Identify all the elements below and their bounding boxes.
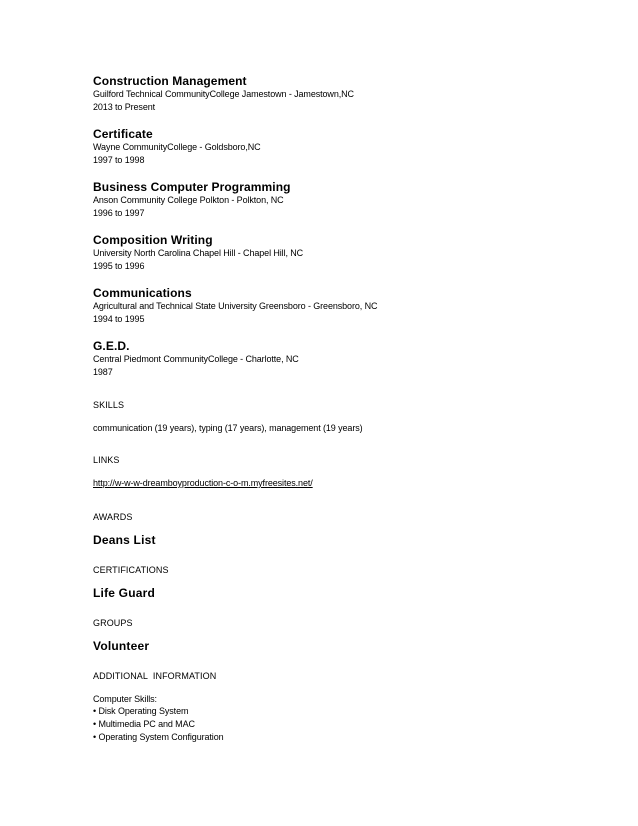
school-name: Wayne CommunityCollege - Goldsboro,NC <box>93 142 261 152</box>
school-name: University North Carolina Chapel Hill - Chapel Hill, NC <box>93 248 304 258</box>
section-heading: CERTIFICATIONS <box>93 565 169 575</box>
groups-section <box>93 617 553 653</box>
education-entry <box>93 74 553 114</box>
list-item: • Disk Operating System <box>93 706 189 716</box>
education-entry <box>93 127 553 167</box>
additional-information-section <box>93 670 553 744</box>
resume-page <box>93 74 553 744</box>
links-section <box>93 454 553 489</box>
skills-section <box>93 399 553 434</box>
degree-title: Communications <box>93 286 192 300</box>
school-name: Central Piedmont CommunityCollege - Charlotte, NC <box>93 354 299 364</box>
certification-item: Life Guard <box>93 586 156 600</box>
degree-title: Certificate <box>93 127 153 141</box>
award-item: Deans List <box>93 533 156 547</box>
date-range: 1996 to 1997 <box>93 208 145 218</box>
section-heading: AWARDS <box>93 512 133 522</box>
education-entry <box>93 233 553 273</box>
personal-website-link[interactable]: http://w-w-w-dreamboyproduction-c-o-m.myfreesites.net/ <box>93 478 313 488</box>
degree-title: Construction Management <box>93 74 247 88</box>
section-heading: ADDITIONAL INFORMATION <box>93 671 217 681</box>
section-heading: SKILLS <box>93 400 125 410</box>
date-range: 1995 to 1996 <box>93 261 145 271</box>
education-entry <box>93 286 553 326</box>
computer-skills-list <box>93 705 553 744</box>
degree-title: G.E.D. <box>93 339 130 353</box>
school-name: Anson Community College Polkton - Polkton, NC <box>93 195 284 205</box>
date-range: 1987 <box>93 367 113 377</box>
date-range: 1994 to 1995 <box>93 314 145 324</box>
education-entry <box>93 180 553 220</box>
skills-text: communication (19 years), typing (17 years), management (19 years) <box>93 423 363 433</box>
list-item: • Multimedia PC and MAC <box>93 719 195 729</box>
group-item: Volunteer <box>93 639 150 653</box>
section-heading: LINKS <box>93 455 120 465</box>
degree-title: Composition Writing <box>93 233 213 247</box>
school-name: Guilford Technical CommunityCollege Jamestown - Jamestown,NC <box>93 89 354 99</box>
certifications-section <box>93 564 553 600</box>
computer-skills-intro: Computer Skills: <box>93 694 157 704</box>
date-range: 2013 to Present <box>93 102 156 112</box>
education-entry <box>93 339 553 379</box>
list-item: • Operating System Configuration <box>93 732 224 742</box>
date-range: 1997 to 1998 <box>93 155 145 165</box>
degree-title: Business Computer Programming <box>93 180 291 194</box>
section-heading: GROUPS <box>93 618 133 628</box>
awards-section <box>93 511 553 547</box>
school-name: Agricultural and Technical State University Greensboro - Greensboro, NC <box>93 301 378 311</box>
